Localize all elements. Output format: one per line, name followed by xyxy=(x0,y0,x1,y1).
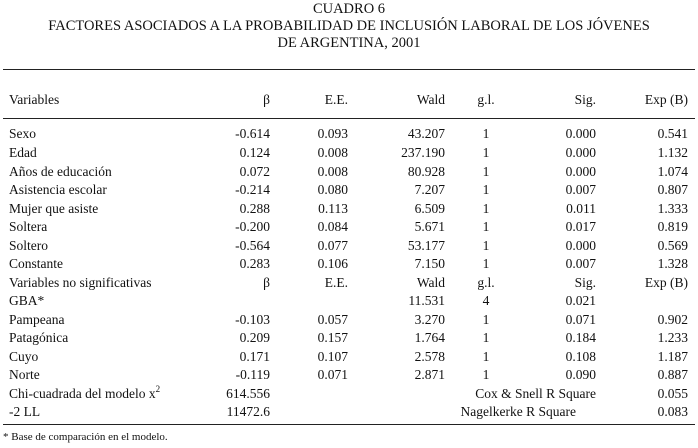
row-se: 0.057 xyxy=(317,312,348,327)
row-sig: 0.071 xyxy=(565,312,596,327)
row-beta: 0.072 xyxy=(239,164,270,179)
row-expb: 0.569 xyxy=(657,238,688,253)
row-expb: 1.132 xyxy=(657,145,688,160)
row-sig: Sig. xyxy=(574,275,596,290)
row-se: E.E. xyxy=(324,275,348,290)
nagelkerke-value: 0.083 xyxy=(657,404,688,419)
row-se: 0.157 xyxy=(317,330,348,345)
bottom-rule xyxy=(3,424,695,425)
row-expb: 0.541 xyxy=(657,126,688,141)
row-se: 0.107 xyxy=(317,349,348,364)
chi-square-label xyxy=(9,386,160,402)
row-sig: 0.090 xyxy=(565,367,596,382)
row-expb: 1.328 xyxy=(657,256,688,271)
header-se: E.E. xyxy=(324,92,348,107)
row-expb: 0.807 xyxy=(657,182,688,197)
row-label: Norte xyxy=(9,367,40,382)
chi-square-text: Chi-cuadrada del modelo x xyxy=(9,386,156,401)
row-beta: -0.214 xyxy=(235,182,270,197)
row-expb: 0.902 xyxy=(657,312,688,327)
row-expb: 1.233 xyxy=(657,330,688,345)
row-label: Mujer que asiste xyxy=(9,201,99,216)
row-wald: 2.578 xyxy=(414,349,445,364)
row-label: Cuyo xyxy=(9,349,39,364)
nagelkerke-label: Nagelkerke R Square xyxy=(460,404,576,419)
top-rule xyxy=(3,69,695,70)
row-label: Edad xyxy=(9,145,37,160)
row-beta: -0.614 xyxy=(235,126,270,141)
table-caption: CUADRO 6 xyxy=(312,1,386,17)
row-sig: 0.108 xyxy=(565,349,596,364)
row-gl: 1 xyxy=(482,201,490,216)
row-sig: 0.011 xyxy=(566,201,596,216)
row-gl: g.l. xyxy=(477,275,495,290)
row-se: 0.084 xyxy=(317,219,348,234)
table-title: FACTORES ASOCIADOS A LA PROBABILIDAD DE INCLUSIÓN LABORAL DE LOS JÓVENES xyxy=(48,18,650,34)
row-label: Asistencia escolar xyxy=(9,182,107,197)
row-label: Soltero xyxy=(9,238,48,253)
row-sig: 0.000 xyxy=(565,238,596,253)
row-expb: 1.187 xyxy=(657,349,688,364)
row-wald: 1.764 xyxy=(414,330,445,345)
row-wald: 5.671 xyxy=(414,219,445,234)
row-wald: 237.190 xyxy=(401,145,445,160)
row-beta: 0.283 xyxy=(239,256,270,271)
row-gl: 1 xyxy=(482,238,490,253)
row-beta: 0.209 xyxy=(239,330,270,345)
row-wald: 7.150 xyxy=(414,256,445,271)
row-gl: 1 xyxy=(482,312,490,327)
row-sig: 0.000 xyxy=(565,126,596,141)
row-label: Sexo xyxy=(9,126,36,141)
row-se: 0.008 xyxy=(317,145,348,160)
row-se: 0.077 xyxy=(317,238,348,253)
row-se: 0.093 xyxy=(317,126,348,141)
row-beta: -0.200 xyxy=(235,219,270,234)
row-sig: 0.021 xyxy=(565,293,596,308)
row-gl: 1 xyxy=(482,367,490,382)
row-beta: -0.103 xyxy=(235,312,270,327)
row-expb: 1.074 xyxy=(657,164,688,179)
row-beta: -0.564 xyxy=(235,238,270,253)
row-gl: 4 xyxy=(482,293,490,308)
row-expb: 0.887 xyxy=(657,367,688,382)
table-subtitle: DE ARGENTINA, 2001 xyxy=(277,35,421,51)
row-se: 0.106 xyxy=(317,256,348,271)
row-label: GBA* xyxy=(9,293,45,308)
row-expb: 1.333 xyxy=(657,201,688,216)
header-variables: Variables xyxy=(9,92,60,107)
log-likelihood-label: -2 LL xyxy=(9,404,41,419)
header-sig: Sig. xyxy=(574,92,596,107)
row-sig: 0.000 xyxy=(565,164,596,179)
chi-square-exponent: 2 xyxy=(155,384,161,394)
row-expb: Exp (B) xyxy=(644,275,688,290)
row-wald: 80.928 xyxy=(407,164,445,179)
row-wald: 6.509 xyxy=(414,201,445,216)
header-beta: β xyxy=(263,92,270,107)
header-expb: Exp (B) xyxy=(644,92,688,107)
row-wald: 2.871 xyxy=(414,367,445,382)
row-gl: 1 xyxy=(482,126,490,141)
row-se: 0.080 xyxy=(317,182,348,197)
header-wald: Wald xyxy=(416,92,445,107)
row-label: Años de educación xyxy=(9,164,112,179)
row-label: Patagónica xyxy=(9,330,69,345)
row-wald: 53.177 xyxy=(407,238,445,253)
row-beta: -0.119 xyxy=(235,367,270,382)
row-label: Variables no significativas xyxy=(9,275,152,290)
row-wald: Wald xyxy=(416,275,445,290)
cox-snell-value: 0.055 xyxy=(657,386,688,401)
row-label: Constante xyxy=(9,256,63,271)
row-gl: 1 xyxy=(482,145,490,160)
row-label: Soltera xyxy=(9,219,48,234)
row-sig: 0.017 xyxy=(565,219,596,234)
row-beta: 0.288 xyxy=(239,201,270,216)
header-rule xyxy=(3,118,695,119)
row-gl: 1 xyxy=(482,330,490,345)
row-gl: 1 xyxy=(482,164,490,179)
row-gl: 1 xyxy=(482,256,490,271)
row-expb: 0.819 xyxy=(657,219,688,234)
row-label: Pampeana xyxy=(9,312,65,327)
row-sig: 0.184 xyxy=(565,330,596,345)
row-gl: 1 xyxy=(482,219,490,234)
row-se: 0.071 xyxy=(317,367,348,382)
row-wald: 3.270 xyxy=(414,312,445,327)
row-sig: 0.007 xyxy=(565,182,596,197)
row-gl: 1 xyxy=(482,182,490,197)
header-gl: g.l. xyxy=(477,92,495,107)
log-likelihood-value: 11472.6 xyxy=(226,404,270,419)
row-wald: 7.207 xyxy=(414,182,445,197)
row-sig: 0.007 xyxy=(565,256,596,271)
row-sig: 0.000 xyxy=(565,145,596,160)
row-beta: β xyxy=(263,275,270,290)
row-wald: 11.531 xyxy=(408,293,445,308)
row-beta: 0.124 xyxy=(239,145,270,160)
footnote: * Base de comparación en el modelo. xyxy=(3,431,168,443)
row-se: 0.113 xyxy=(318,201,348,216)
row-wald: 43.207 xyxy=(407,126,445,141)
cox-snell-label: Cox & Snell R Square xyxy=(475,386,596,401)
row-se: 0.008 xyxy=(317,164,348,179)
row-beta: 0.171 xyxy=(239,349,270,364)
chi-square-value: 614.556 xyxy=(226,386,270,401)
row-gl: 1 xyxy=(482,349,490,364)
